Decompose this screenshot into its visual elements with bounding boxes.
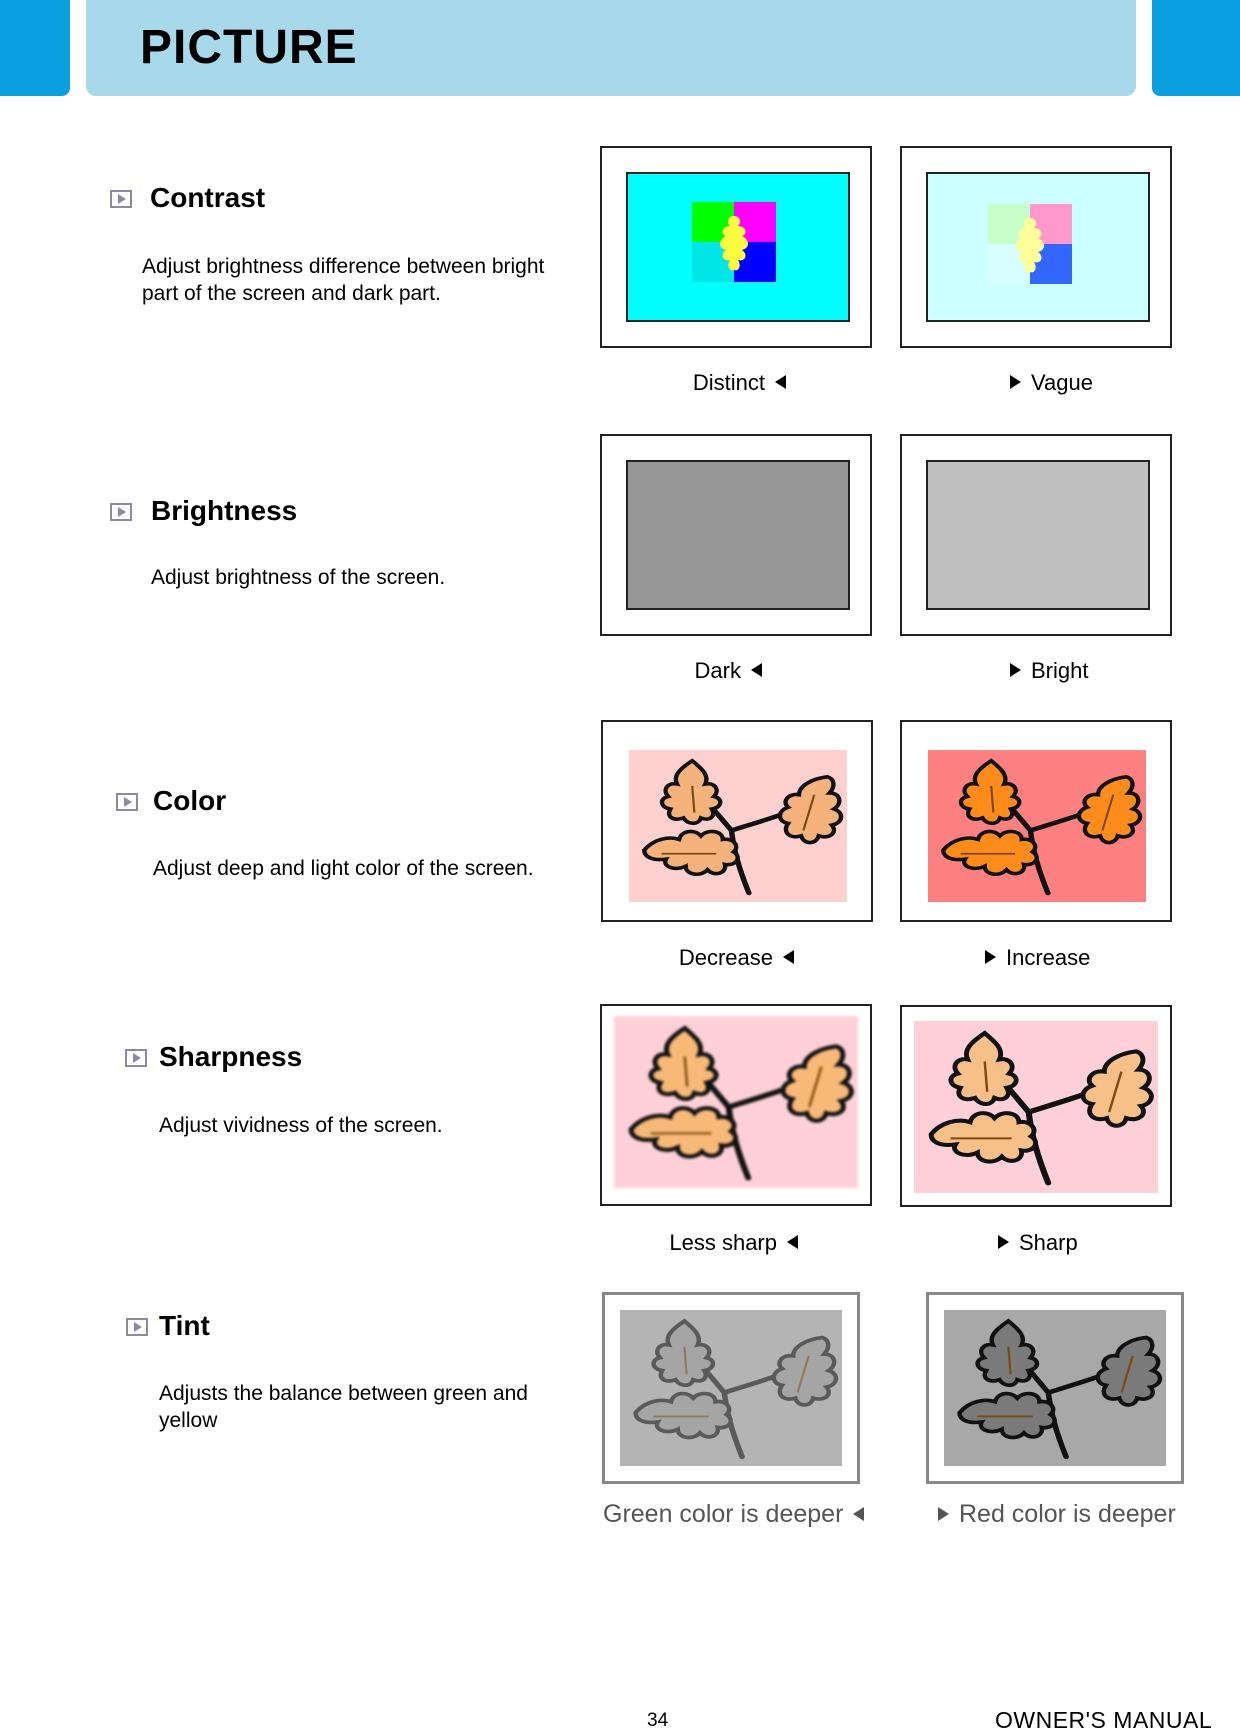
color-description: Adjust deep and light color of the screen. bbox=[153, 857, 534, 880]
brightness-left-caption: Dark bbox=[600, 658, 762, 684]
play-icon bbox=[125, 1049, 147, 1067]
color-title: Color bbox=[153, 785, 227, 816]
brightness-right-caption: Bright bbox=[1010, 658, 1088, 684]
color-decrease-image bbox=[601, 720, 873, 922]
brightness-title: Brightness bbox=[151, 495, 298, 526]
tint-green-image bbox=[602, 1292, 860, 1484]
tint-left-caption: Green color is deeper bbox=[603, 1500, 864, 1529]
header-accent-left bbox=[0, 0, 70, 96]
sharpness-right-caption: Sharp bbox=[998, 1230, 1078, 1256]
right-arrow-icon bbox=[1010, 375, 1021, 389]
contrast-description: Adjust brightness difference between bright part of the screen and dark part. bbox=[142, 255, 545, 305]
brightness-bright-image bbox=[900, 434, 1172, 636]
contrast-title: Contrast bbox=[150, 182, 266, 213]
color-right-caption: Increase bbox=[985, 945, 1090, 971]
color-increase-image bbox=[900, 720, 1172, 922]
page-title: PICTURE bbox=[140, 21, 358, 74]
tint-right-caption: Red color is deeper bbox=[938, 1500, 1176, 1529]
right-arrow-icon bbox=[985, 950, 996, 964]
left-arrow-icon bbox=[853, 1507, 864, 1521]
left-arrow-icon bbox=[783, 950, 794, 964]
page-number: 34 bbox=[647, 1710, 669, 1731]
play-icon bbox=[116, 793, 138, 811]
right-arrow-icon bbox=[998, 1235, 1009, 1249]
contrast-left-caption: Distinct bbox=[600, 370, 786, 396]
contrast-right-caption: Vague bbox=[1010, 370, 1093, 396]
sharpness-sharp-image bbox=[900, 1005, 1172, 1207]
contrast-distinct-image bbox=[600, 146, 872, 348]
tint-description: Adjusts the balance between green and yellow bbox=[159, 1382, 528, 1432]
play-icon bbox=[110, 503, 132, 521]
manual-label: OWNER'S MANUAL bbox=[995, 1707, 1213, 1733]
brightness-dark-image bbox=[600, 434, 872, 636]
left-arrow-icon bbox=[751, 663, 762, 677]
color-left-caption: Decrease bbox=[600, 945, 794, 971]
right-arrow-icon bbox=[1010, 663, 1021, 677]
sharpness-less-sharp-image bbox=[600, 1004, 872, 1206]
tint-red-image bbox=[926, 1292, 1184, 1484]
header-accent-right bbox=[1152, 0, 1240, 96]
play-icon bbox=[110, 190, 132, 208]
sharpness-title: Sharpness bbox=[159, 1041, 303, 1072]
right-arrow-icon bbox=[938, 1507, 949, 1521]
play-icon bbox=[126, 1318, 148, 1336]
contrast-vague-image bbox=[900, 146, 1172, 348]
sharpness-description: Adjust vividness of the screen. bbox=[159, 1114, 443, 1137]
brightness-description: Adjust brightness of the screen. bbox=[151, 566, 446, 589]
left-arrow-icon bbox=[775, 375, 786, 389]
tint-title: Tint bbox=[159, 1310, 210, 1341]
sharpness-left-caption: Less sharp bbox=[600, 1230, 798, 1256]
left-arrow-icon bbox=[787, 1235, 798, 1249]
